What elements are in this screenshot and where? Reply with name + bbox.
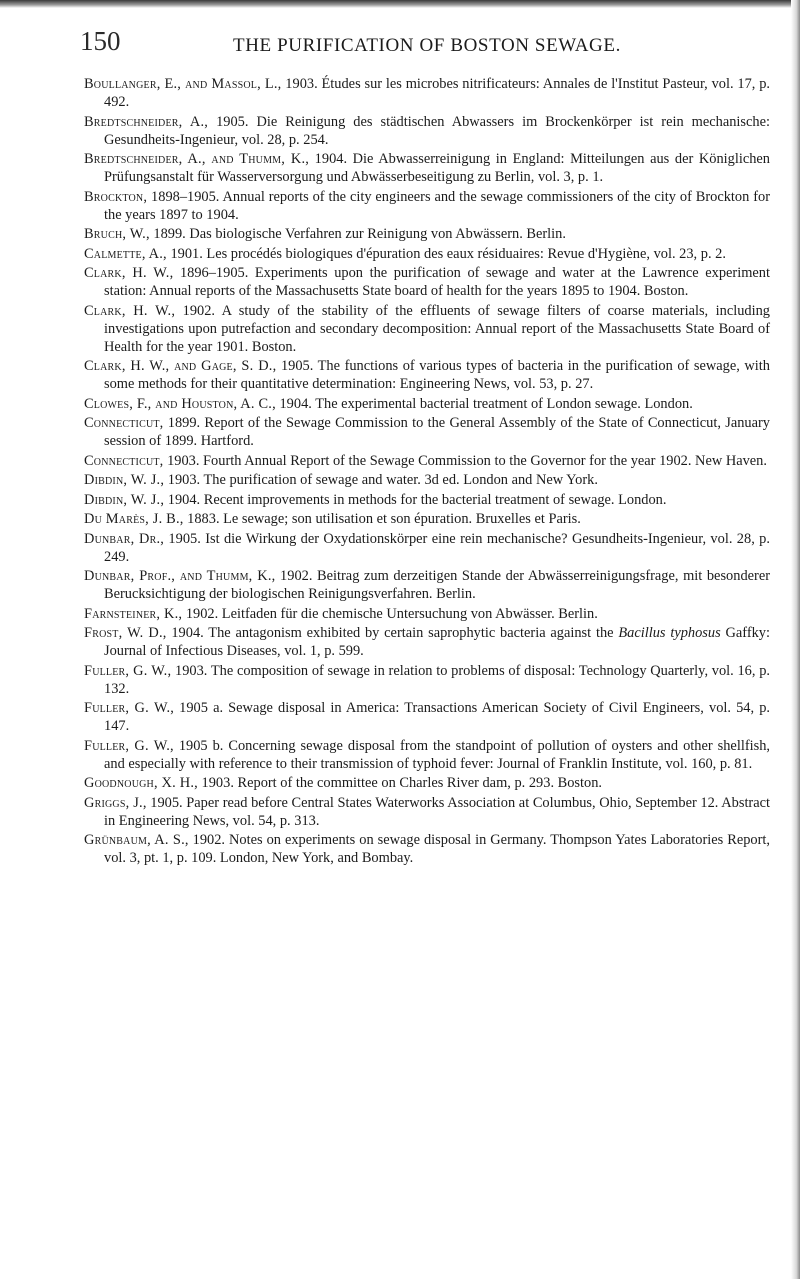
reference-author: Connecticut, xyxy=(84,415,164,431)
reference-author: Boullanger, E., and Massol, L., xyxy=(84,76,282,92)
reference-text: 1904. The experimental bacterial treatment of London sewage. London. xyxy=(275,395,693,412)
running-title: THE PURIFICATION OF BOSTON SEWAGE. xyxy=(233,35,621,56)
reference-text: 1905. Die Reinigung des städtischen Abwassers im Brockenkörper ist rein mechanische: Gesundheits-Ingenieur, vol. 28, p. 254. xyxy=(104,113,770,148)
page-edge-shadow xyxy=(791,0,800,1279)
reference-author: Frost, W. D., xyxy=(84,625,167,641)
reference-author: Bredtschneider, A., xyxy=(84,113,209,130)
reference-entry xyxy=(84,510,770,528)
reference-entry xyxy=(84,530,770,566)
reference-text: 1896–1905. Experiments upon the purification of sewage and water at the Lawrence experiment station: Annual reports of the Massachusetts State board of health for the years 1895 to 1904. Boston. xyxy=(104,265,770,299)
reference-entry xyxy=(84,150,770,186)
reference-text: 1903. The purification of sewage and water. 3d ed. London and New York. xyxy=(164,472,598,488)
reference-text: 1903. The composition of sewage in relation to problems of disposal: Technology Quarterly, vol. 16, p. 132. xyxy=(104,662,770,697)
reference-author: Farnsteiner, K., xyxy=(84,605,183,622)
reference-entry xyxy=(84,699,770,735)
reference-entry xyxy=(84,624,770,660)
reference-entry xyxy=(84,471,770,489)
reference-author: Fuller, G. W., xyxy=(84,662,172,679)
reference-text: 1904. Recent improvements in methods for the bacterial treatment of sewage. London. xyxy=(164,491,667,508)
reference-entry xyxy=(84,737,770,773)
reference-text: 1902. Beitrag zum derzeitigen Stande der Abwässerreinigungsfrage, mit besonderer Berucksichtigung der biologischen Reinigungsverfahren. Berlin. xyxy=(104,568,770,602)
reference-entry xyxy=(84,113,770,149)
reference-author: Fuller, G. W., xyxy=(84,737,174,754)
reference-text: 1904. The antagonism exhibited by certain saprophytic bacteria against the Bacillus typhosus Gaffky: Journal of Infectious Diseases, vol. 1, p. 599. xyxy=(104,625,770,659)
reference-entry xyxy=(84,774,770,792)
reference-entry xyxy=(84,794,770,830)
reference-entry xyxy=(84,831,770,867)
reference-author: Calmette, A., xyxy=(84,245,167,262)
reference-entry xyxy=(84,302,770,356)
reference-entry xyxy=(84,357,770,393)
reference-text: 1899. Report of the Sewage Commission to the General Assembly of the State of Connecticut, January session of 1899. Hartford. xyxy=(104,415,770,449)
reference-text: 1904. Die Abwasserreinigung in England: Mitteilungen aus der Königlichen Prüfungsanstalt für Wasserversorgung und Abwässerbeseitigung zu Berlin, vol. 3, p. 1. xyxy=(104,151,770,185)
reference-text: 1903. Études sur les microbes nitrificateurs: Annales de l'Institut Pasteur, vol. 17, p. 492. xyxy=(104,76,770,110)
reference-author: Grünbaum, A. S., xyxy=(84,832,189,848)
reference-entry xyxy=(84,605,770,623)
reference-author: Du Marès, J. B., xyxy=(84,511,184,527)
reference-entry xyxy=(84,452,770,470)
reference-author: Brockton, xyxy=(84,188,148,205)
page-header xyxy=(58,26,758,62)
page-top-shadow xyxy=(0,0,800,8)
reference-author: Connecticut, xyxy=(84,452,164,469)
reference-author: Bruch, W., xyxy=(84,226,150,242)
reference-entry xyxy=(84,662,770,698)
reference-text: 1901. Les procédés biologiques d'épuration des eaux résiduaires: Revue d'Hygiène, vol. 23, p. 2. xyxy=(166,245,726,262)
reference-author: Dibdin, W. J., xyxy=(84,472,165,488)
reference-author: Griggs, J., xyxy=(84,794,147,811)
reference-author: Dunbar, Prof., and Thumm, K., xyxy=(84,568,276,584)
reference-text: 1903. Report of the committee on Charles River dam, p. 293. Boston. xyxy=(197,775,603,791)
reference-text: 1905. Ist die Wirkung der Oxydationskörper eine rein mechanische? Gesundheits-Ingenieur, vol. 28, p. 249. xyxy=(104,530,770,565)
reference-text: 1902. Leitfaden für die chemische Untersuchung von Abwässer. Berlin. xyxy=(182,605,598,622)
reference-author: Bredtschneider, A., and Thumm, K., xyxy=(84,151,310,167)
reference-text: 1905. Paper read before Central States Waterworks Association at Columbus, Ohio, September 12. Abstract in Engineering News, vol. 54, p. 313. xyxy=(104,794,771,829)
reference-author: Fuller, G. W., xyxy=(84,700,175,716)
reference-author: Dunbar, Dr., xyxy=(84,530,165,547)
page-number: 150 xyxy=(80,26,121,56)
reference-entry xyxy=(84,188,770,224)
reference-text: 1902. A study of the stability of the effluents of sewage filters of coarse materials, including investigations upon putrefaction and secondary decomposition: Annual report of the Massachusetts State Board of Health for the year 1901. Boston. xyxy=(104,302,770,355)
reference-author: Clowes, F., and Houston, A. C., xyxy=(84,395,276,412)
reference-text: 1899. Das biologische Verfahren zur Reinigung von Abwässern. Berlin. xyxy=(149,226,566,242)
reference-entry xyxy=(84,491,770,509)
reference-author: Clark, H. W., xyxy=(84,302,176,319)
reference-entry xyxy=(84,225,770,243)
reference-text: 1883. Le sewage; son utilisation et son épuration. Bruxelles et Paris. xyxy=(183,511,581,527)
reference-text: 1903. Fourth Annual Report of the Sewage Commission to the Governor for the year 1902. New Haven. xyxy=(163,452,767,469)
reference-text: 1898–1905. Annual reports of the city engineers and the sewage commissioners of the city of Brockton for the years 1897 to 1904. xyxy=(104,188,770,223)
reference-author: Goodnough, X. H., xyxy=(84,775,198,791)
reference-entry xyxy=(84,395,770,413)
reference-entry xyxy=(84,245,770,263)
reference-entry xyxy=(84,414,770,450)
reference-author: Dibdin, W. J., xyxy=(84,491,165,508)
reference-author: Clark, H. W., and Gage, S. D., xyxy=(84,358,277,374)
reference-text: 1905 b. Concerning sewage disposal from the standpoint of pollution of oysters and other shellfish, and especially with reference to their transmission of typhoid fever: Journal of Franklin Institute, vol. 160, p. 81. xyxy=(104,737,770,772)
reference-text: 1905 a. Sewage disposal in America: Transactions American Society of Civil Engineers, vol. 54, p. 147. xyxy=(104,700,771,734)
reference-text: 1905. The functions of various types of bacteria in the purification of sewage, with some methods for their quantitative determination: Engineering News, vol. 53, p. 27. xyxy=(104,358,770,392)
reference-entry xyxy=(84,75,770,111)
reference-list xyxy=(84,75,770,869)
reference-entry xyxy=(84,264,770,300)
reference-entry xyxy=(84,567,770,603)
reference-author: Clark, H. W., xyxy=(84,265,174,281)
reference-text: 1902. Notes on experiments on sewage disposal in Germany. Thompson Yates Laboratories Report, vol. 3, pt. 1, p. 109. London, New York, and Bombay. xyxy=(104,832,770,866)
